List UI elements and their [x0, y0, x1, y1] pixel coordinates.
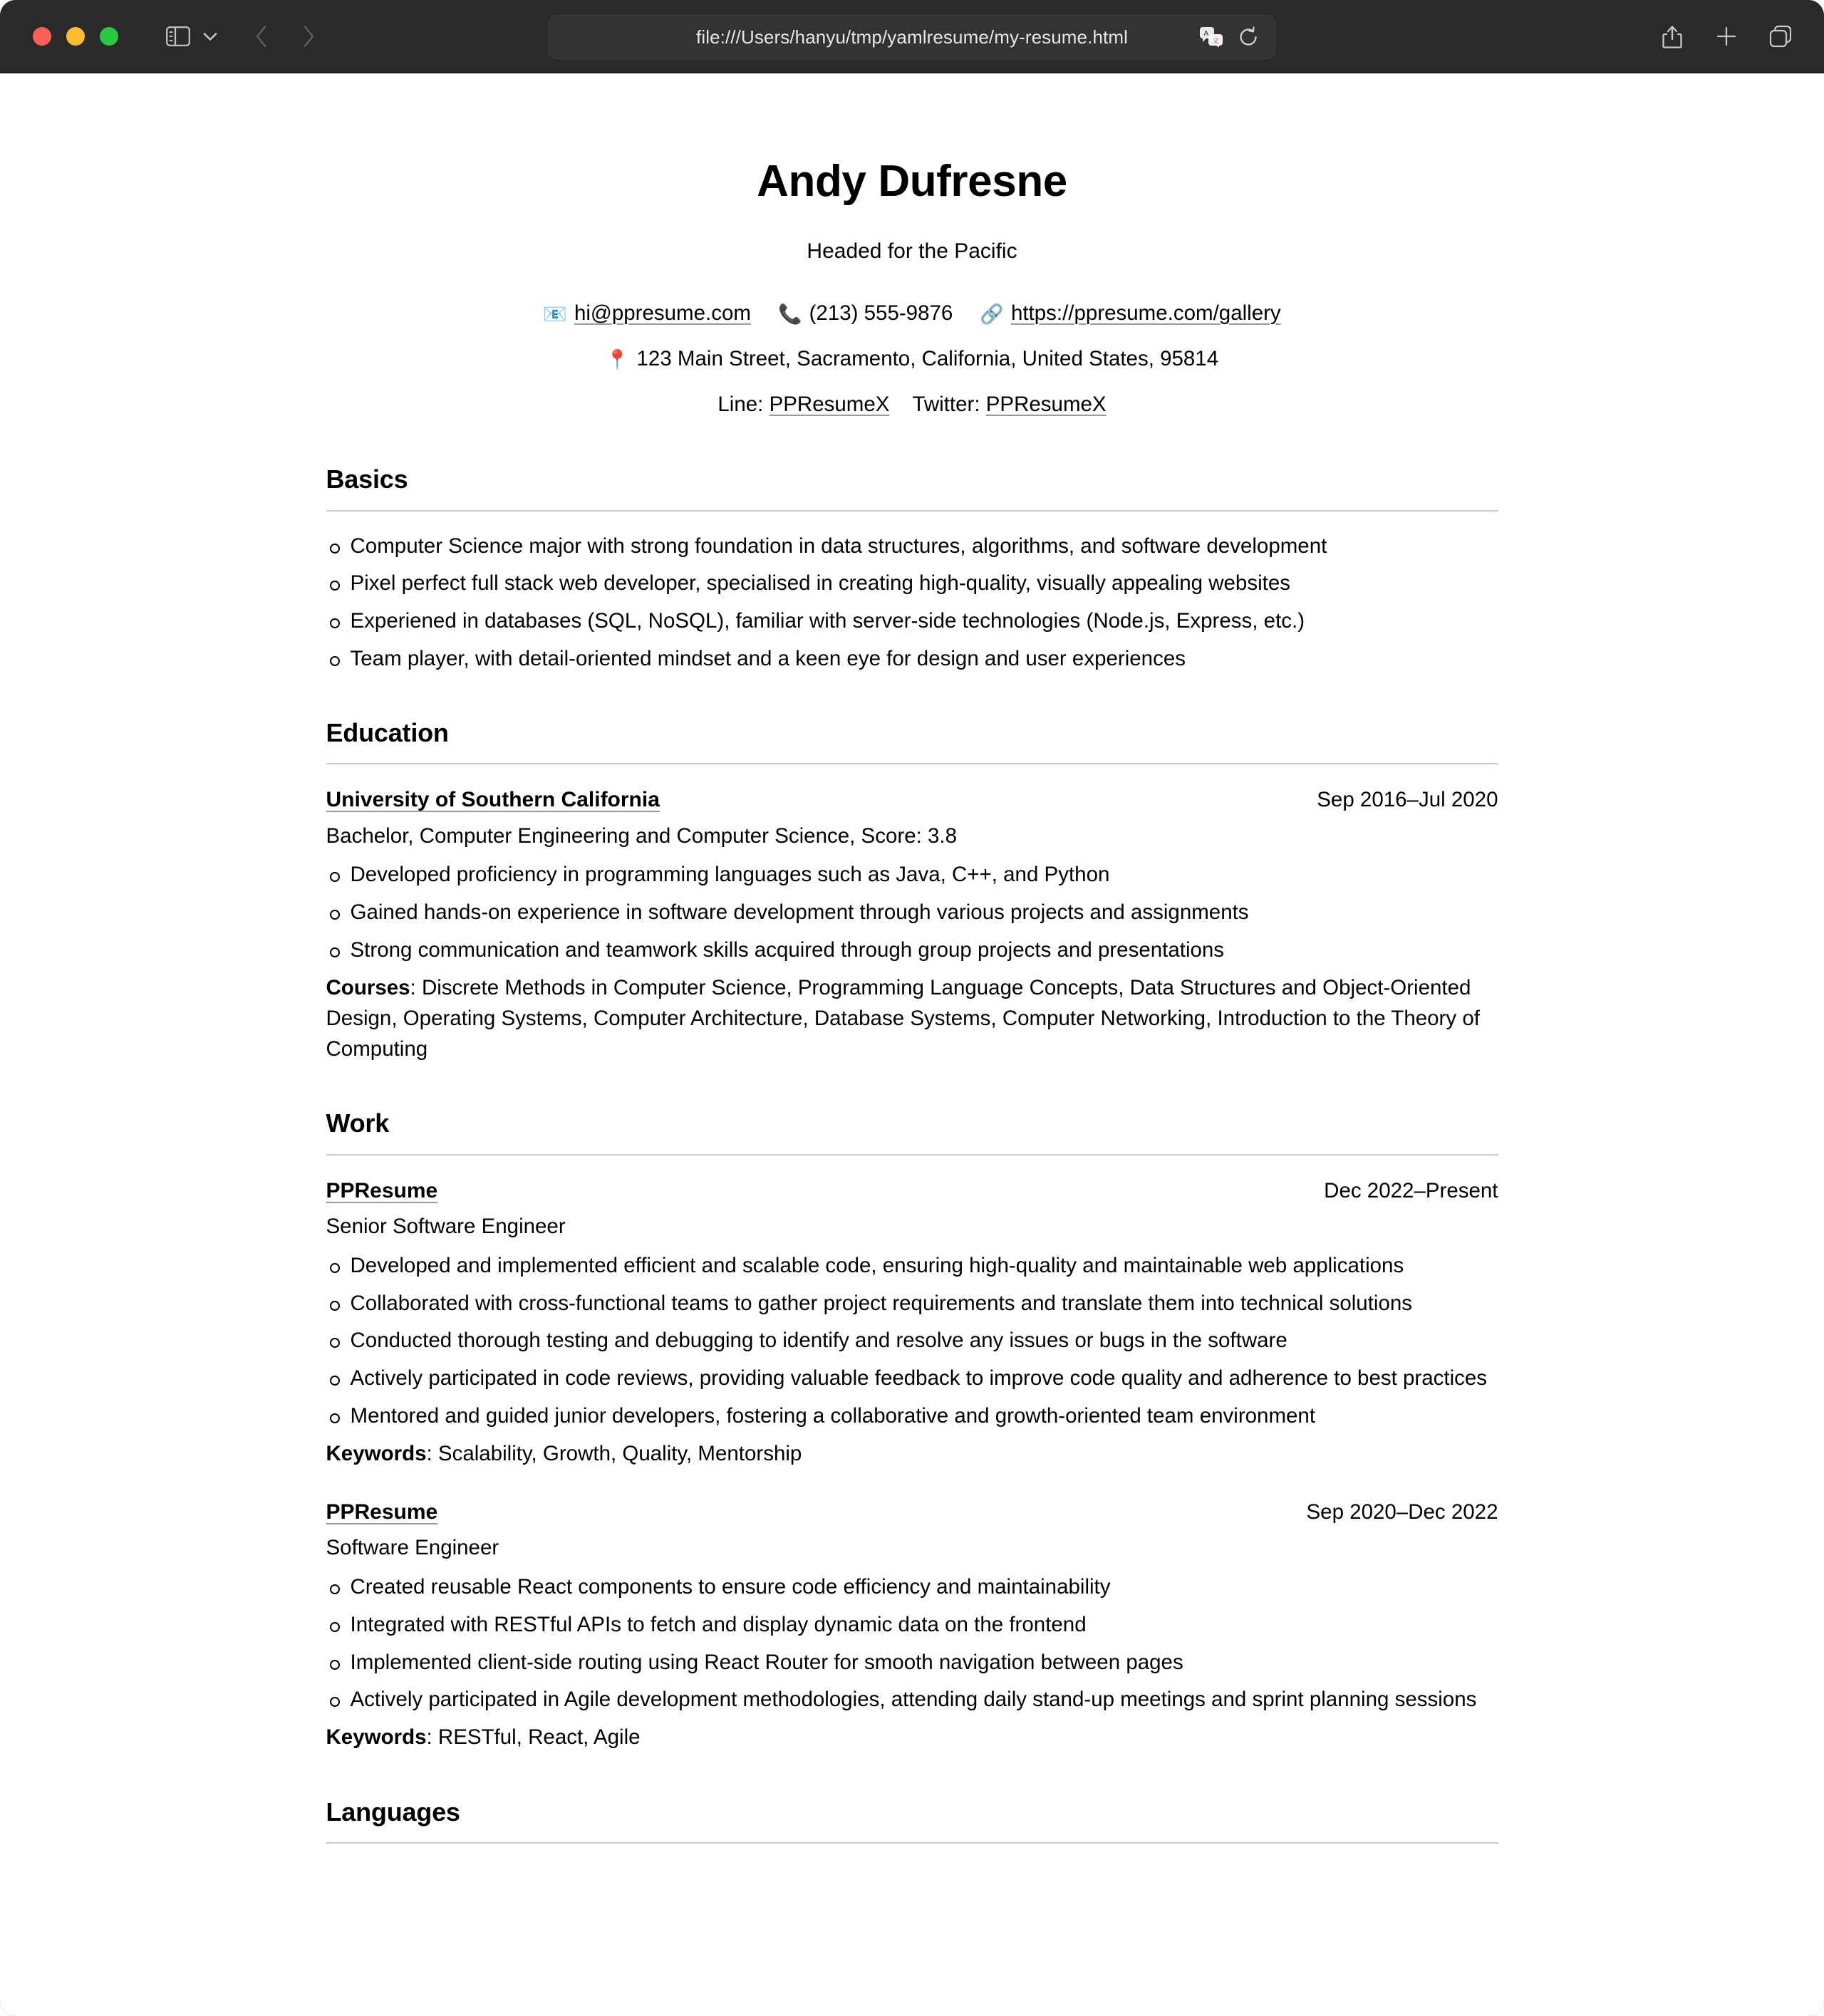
sidebar-icon[interactable] — [158, 16, 198, 56]
list-item: Computer Science major with strong foundation in data structures, algorithms, and software development — [326, 531, 1498, 561]
email-link[interactable]: hi@ppresume.com — [574, 301, 751, 325]
address-bar-container — [549, 15, 1275, 59]
profile-network-label: Line: — [717, 393, 764, 417]
list-item: Actively participated in Agile development methodologies, attending daily stand-up meetings and sprint planning sessions — [326, 1685, 1498, 1715]
work-bullet-list — [326, 1572, 1498, 1715]
contact-phone — [778, 301, 953, 325]
list-item: Strong communication and teamwork skills acquired through group projects and presentations — [326, 935, 1498, 965]
courses-label: Courses — [326, 976, 410, 1000]
location-text: 123 Main Street, Sacramento, California, United States, 95814 — [636, 346, 1219, 370]
toolbar-right-controls — [1654, 0, 1798, 73]
keywords-label: Keywords — [326, 1725, 427, 1750]
svg-text:文: 文 — [1212, 37, 1219, 46]
entry-daterange: Sep 2016–Jul 2020 — [1317, 788, 1498, 812]
profile-username-link[interactable]: PPResumeX — [985, 393, 1107, 417]
section-divider — [326, 1154, 1498, 1155]
list-item: Mentored and guided junior developers, fostering a collaborative and growth-oriented team environment — [326, 1401, 1498, 1431]
profile-network-label: Twitter: — [912, 393, 980, 417]
list-item: Conducted thorough testing and debugging to identify and resolve any issues or bugs in the software — [326, 1326, 1498, 1356]
pin-icon: 📍 — [605, 348, 630, 370]
toolbar-left-controls — [158, 16, 332, 56]
phone-text: (213) 555-9876 — [809, 301, 953, 325]
section-languages — [326, 1793, 1498, 1844]
website-link[interactable]: https://ppresume.com/gallery — [1010, 301, 1281, 325]
window-controls — [33, 27, 118, 46]
company-name: PPResume — [326, 1500, 438, 1524]
keywords-text: : RESTful, React, Agile — [426, 1725, 641, 1750]
minimize-window-button[interactable] — [66, 27, 85, 46]
list-item: Actively participated in code reviews, providing valuable feedback to improve code quality and adherence to best practices — [326, 1363, 1498, 1393]
entry-header — [326, 784, 1498, 816]
position-title: Software Engineer — [326, 1536, 499, 1560]
profile-username-link[interactable]: PPResumeX — [769, 393, 890, 417]
work-entry — [326, 1497, 1498, 1753]
company-name: PPResume — [326, 1178, 438, 1202]
section-heading: Work — [326, 1108, 390, 1138]
entry-daterange: Sep 2020–Dec 2022 — [1306, 1500, 1498, 1524]
contact-url — [980, 301, 1280, 325]
list-item: Pixel perfect full stack web developer, specialised in creating high-quality, visually appealing websites — [326, 568, 1498, 598]
share-icon[interactable] — [1654, 19, 1690, 54]
headline: Headed for the Pacific — [807, 239, 1017, 264]
address-bar[interactable] — [549, 15, 1275, 59]
resume-document — [326, 73, 1498, 1844]
contact-row-location — [326, 343, 1498, 375]
profile-twitter — [912, 393, 1106, 416]
section-heading: Languages — [326, 1797, 460, 1827]
section-heading: Education — [326, 718, 449, 748]
profile-line — [717, 393, 889, 416]
section-heading: Basics — [326, 464, 408, 494]
telephone-icon: 📞 — [777, 303, 802, 325]
svg-text:A: A — [1203, 30, 1209, 38]
contact-row-profiles — [326, 389, 1498, 420]
url-text: file:///Users/hanyu/tmp/yamlresume/my-resume.html — [696, 26, 1128, 48]
link-icon: 🔗 — [980, 303, 1004, 325]
list-item: Collaborated with cross-functional teams to gather project requirements and translate them into technical solutions — [326, 1289, 1498, 1319]
translate-icon[interactable] — [1198, 24, 1225, 51]
section-divider — [326, 510, 1498, 511]
education-entry — [326, 784, 1498, 1064]
work-bullet-list — [326, 1251, 1498, 1431]
list-item: Experiened in databases (SQL, NoSQL), familiar with server-side technologies (Node.js, Express, etc.) — [326, 606, 1498, 636]
page-viewport — [0, 73, 1824, 2016]
envelope-icon: 📧 — [543, 303, 567, 325]
section-basics — [326, 460, 1498, 674]
contact-email — [543, 301, 751, 325]
section-work — [326, 1104, 1498, 1753]
keywords-label: Keywords — [326, 1442, 427, 1466]
courses-line — [326, 973, 1498, 1064]
page-title: Andy Dufresne — [757, 157, 1067, 206]
keywords-line — [326, 1723, 1498, 1753]
section-divider — [326, 763, 1498, 764]
basics-bullet-list — [326, 531, 1498, 675]
work-entry — [326, 1175, 1498, 1470]
list-item: Gained hands-on experience in software development through various projects and assignments — [326, 898, 1498, 928]
maximize-window-button[interactable] — [100, 27, 118, 46]
list-item: Team player, with detail-oriented mindset and a keen eye for design and user experiences — [326, 644, 1498, 674]
forward-arrow-icon[interactable] — [285, 16, 332, 56]
plus-icon[interactable] — [1709, 19, 1744, 54]
close-window-button[interactable] — [33, 27, 51, 46]
list-item: Created reusable React components to ensure code efficiency and maintainability — [326, 1572, 1498, 1602]
entry-daterange: Dec 2022–Present — [1324, 1178, 1498, 1202]
entry-header — [326, 1175, 1498, 1207]
list-item: Implemented client-side routing using React Router for smooth navigation between pages — [326, 1648, 1498, 1678]
address-bar-actions — [1198, 16, 1262, 58]
courses-text: : Discrete Methods in Computer Science, Programming Language Concepts, Data Structures and Object-Oriented Design, Operating Systems, Computer Architecture, Database Systems, Computer Networking, Introduction to the Theory of Computing — [326, 976, 1480, 1061]
list-item: Developed proficiency in programming languages such as Java, C++, and Python — [326, 860, 1498, 890]
contact-location — [606, 347, 1218, 370]
position-title: Senior Software Engineer — [326, 1214, 566, 1238]
degree-text: Bachelor, Computer Engineering and Computer Science, Score: 3.8 — [326, 823, 958, 848]
browser-toolbar — [0, 0, 1824, 73]
chevron-down-icon[interactable] — [198, 16, 222, 56]
back-arrow-icon[interactable] — [238, 16, 285, 56]
keywords-text: : Scalability, Growth, Quality, Mentorship — [426, 1442, 802, 1466]
reload-icon[interactable] — [1235, 24, 1262, 51]
navigation-arrows — [238, 16, 332, 56]
tab-overview-icon[interactable] — [1763, 19, 1798, 54]
institution-name: University of Southern California — [326, 788, 660, 812]
section-education — [326, 714, 1498, 1064]
keywords-line — [326, 1439, 1498, 1470]
education-bullet-list — [326, 860, 1498, 965]
list-item: Integrated with RESTful APIs to fetch and display dynamic data on the frontend — [326, 1610, 1498, 1640]
section-divider — [326, 1842, 1498, 1844]
contact-row-primary — [326, 298, 1498, 329]
list-item: Developed and implemented efficient and scalable code, ensuring high-quality and maintainable web applications — [326, 1251, 1498, 1281]
entry-header — [326, 1497, 1498, 1528]
